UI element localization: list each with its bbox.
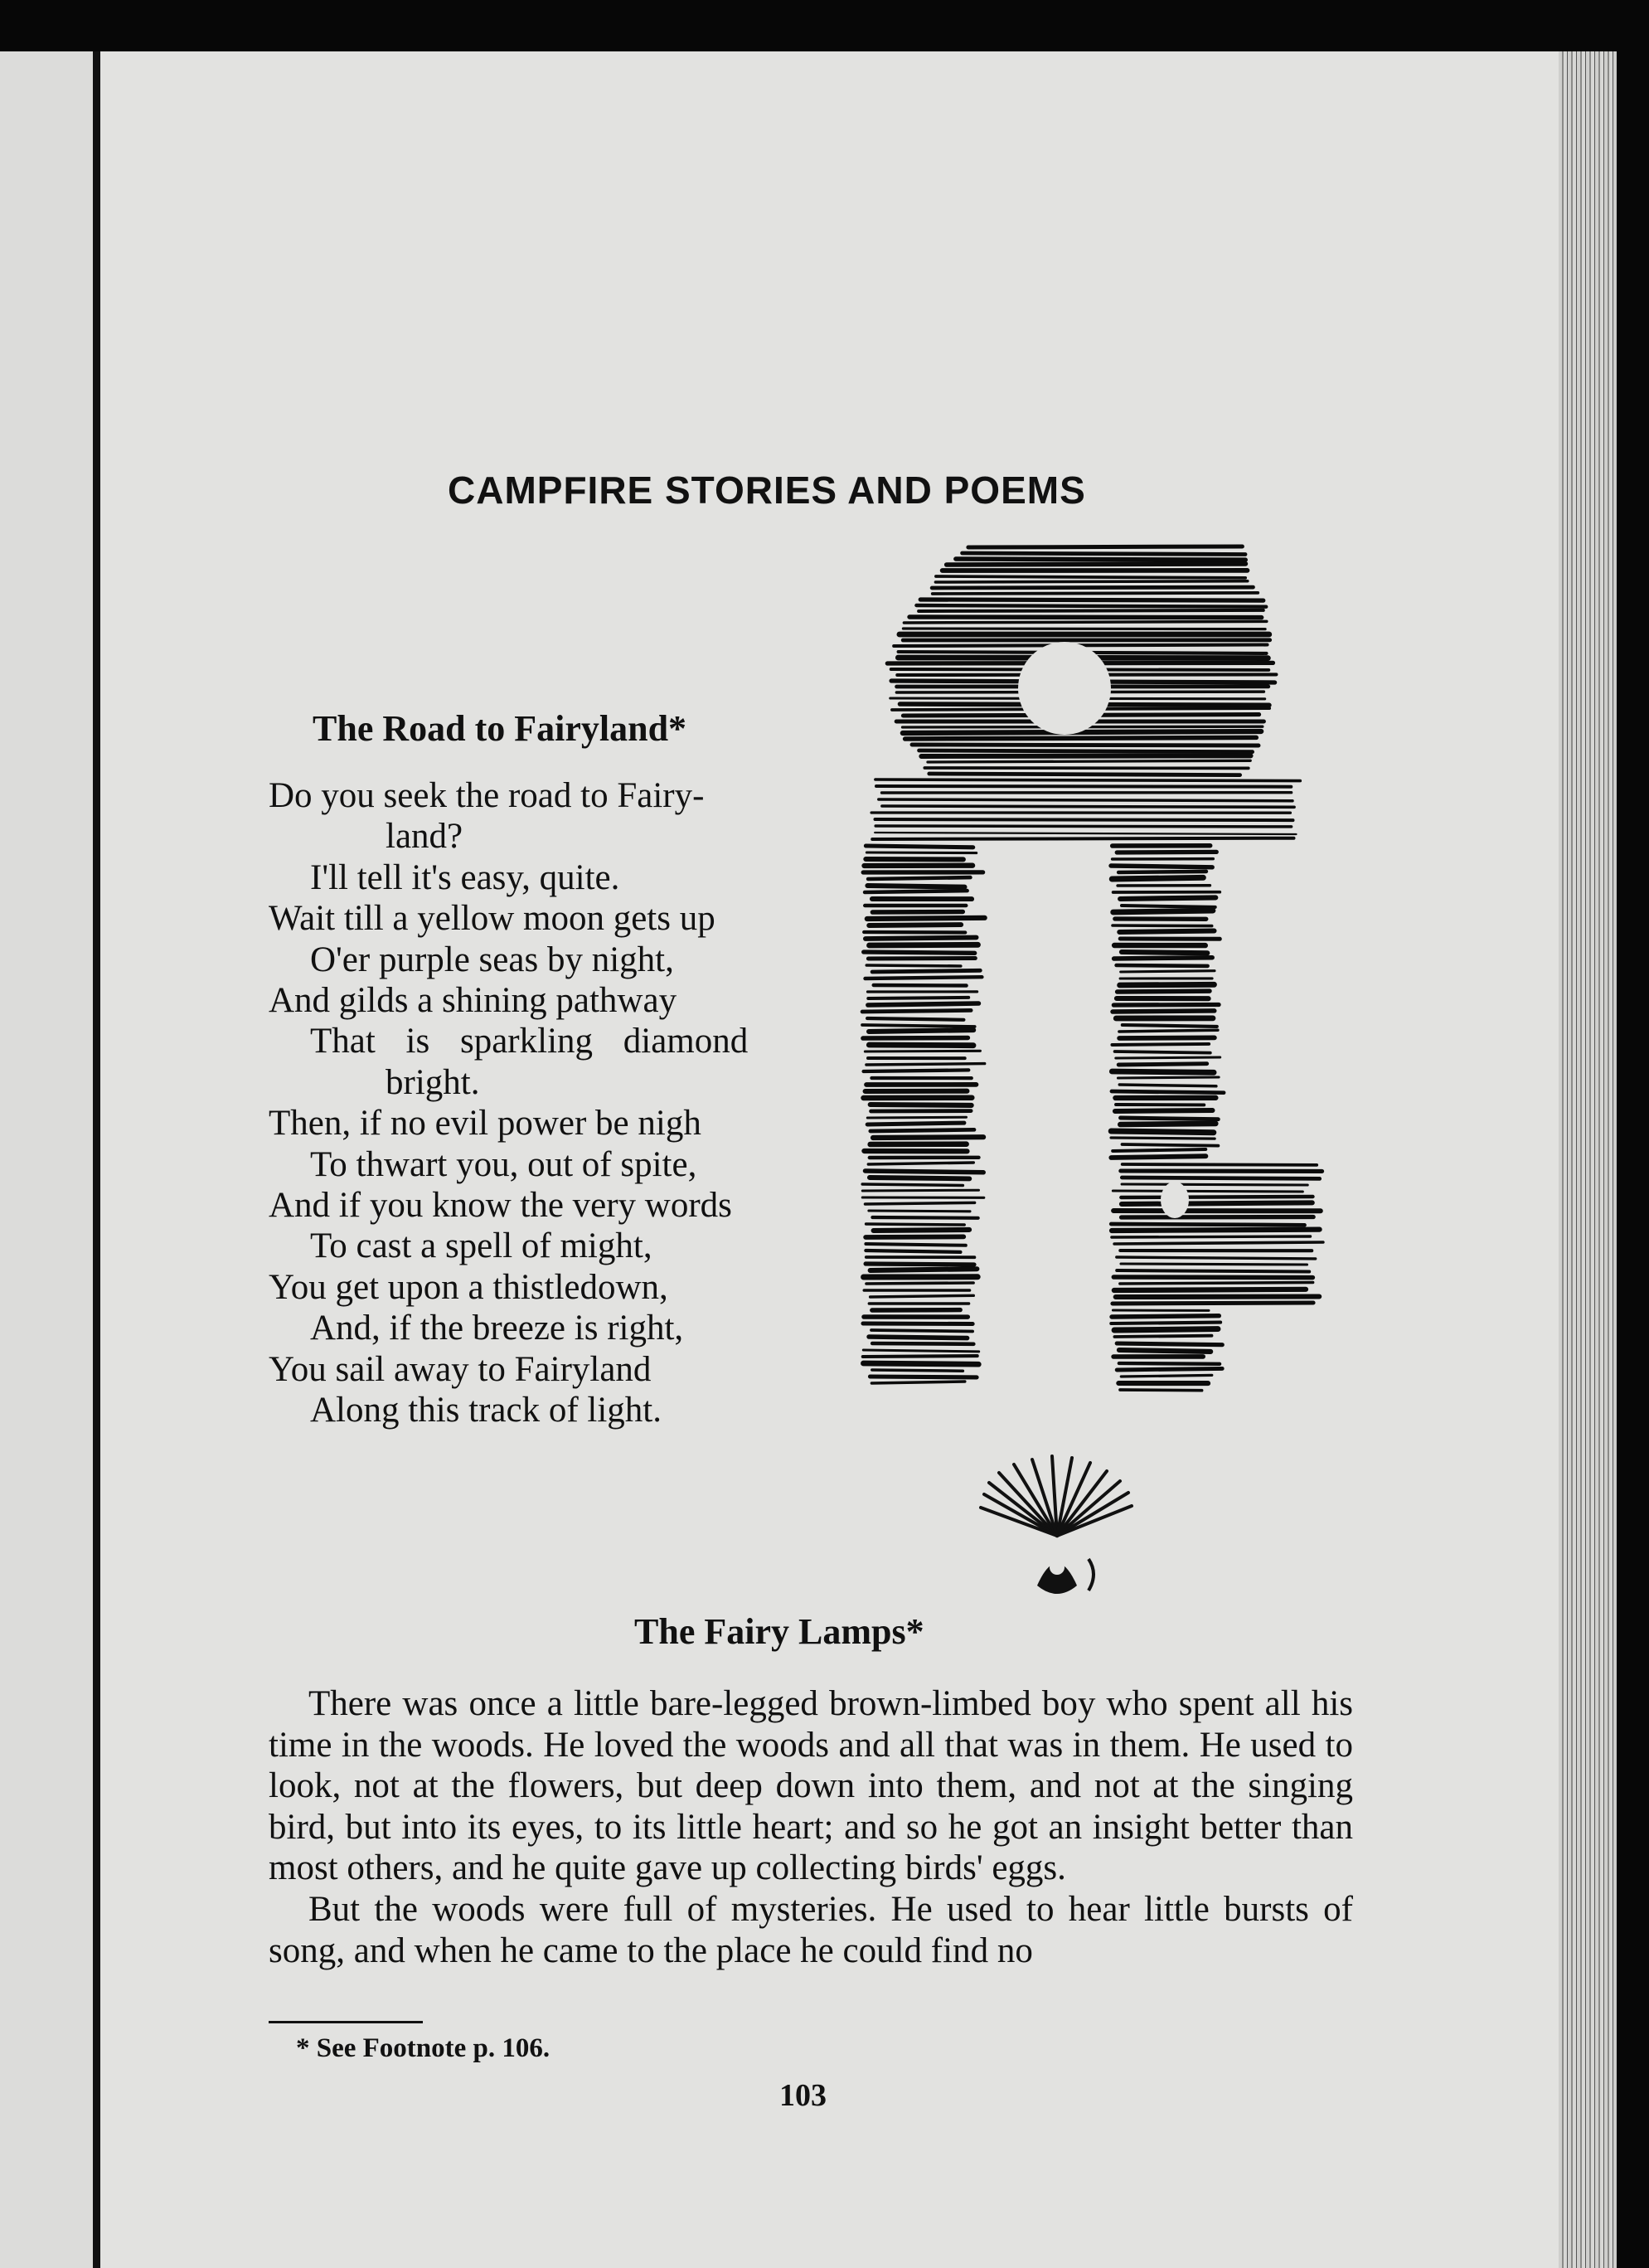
- story-body: [269, 1683, 1353, 1971]
- story-title: The Fairy Lamps*: [634, 1611, 924, 1652]
- poem-line: I'll tell it's easy, quite.: [310, 857, 620, 897]
- poem-line: You get upon a thistledown,: [269, 1267, 668, 1307]
- footnote-rule: [269, 2021, 423, 2023]
- story-paragraph: There was once a little bare-legged brown-limbed boy who spent all his time in the woods. He loved the woods and all that was in them. He used to look, not at the flowers, but deep down into them, and not at the singing bird, but into its eyes, to its little heart; and so he got an insight better than most others, and he quite gave up collecting birds' eggs.: [269, 1684, 1353, 1888]
- poem-body: [269, 775, 832, 1431]
- poem-line: You sail away to Fairyland: [269, 1349, 652, 1389]
- poem-title: The Road to Fairyland*: [313, 708, 687, 749]
- poem-line: That is sparkling diamond: [310, 1022, 749, 1061]
- poem-line: To thwart you, out of spite,: [310, 1144, 697, 1184]
- poem-line: O'er purple seas by night,: [310, 940, 674, 979]
- poem-line: land?: [386, 817, 463, 857]
- poem-line: Do you seek the road to Fairy-: [269, 776, 705, 815]
- poem-line: To cast a spell of might,: [310, 1226, 652, 1266]
- poem-line: bright.: [386, 1062, 480, 1102]
- page-stack-edge: [1559, 51, 1617, 2268]
- poem-line: And gilds a shining pathway: [269, 981, 677, 1021]
- page-number: 103: [779, 2078, 827, 2113]
- story-paragraph: But the woods were full of mysteries. He used to hear little bursts of song, and when he came to the place he could find no: [269, 1889, 1353, 1970]
- poem-line: And if you know the very words: [269, 1186, 732, 1226]
- facing-page-edge: [0, 51, 98, 2268]
- poem-line: Then, if no evil power be nigh: [269, 1104, 701, 1144]
- gutter-shadow: [93, 51, 100, 2268]
- poem-line: Along this track of light.: [310, 1391, 662, 1430]
- poem-line: Wait till a yellow moon gets up: [269, 899, 715, 939]
- moon-over-sea-illustration: [854, 531, 1343, 1418]
- poem-line: And, if the breeze is right,: [310, 1309, 684, 1348]
- fairy-lamp-ornament: [974, 1443, 1140, 1609]
- footnote: * See Footnote p. 106.: [296, 2033, 550, 2063]
- running-head: CAMPFIRE STORIES AND POEMS: [448, 469, 1086, 512]
